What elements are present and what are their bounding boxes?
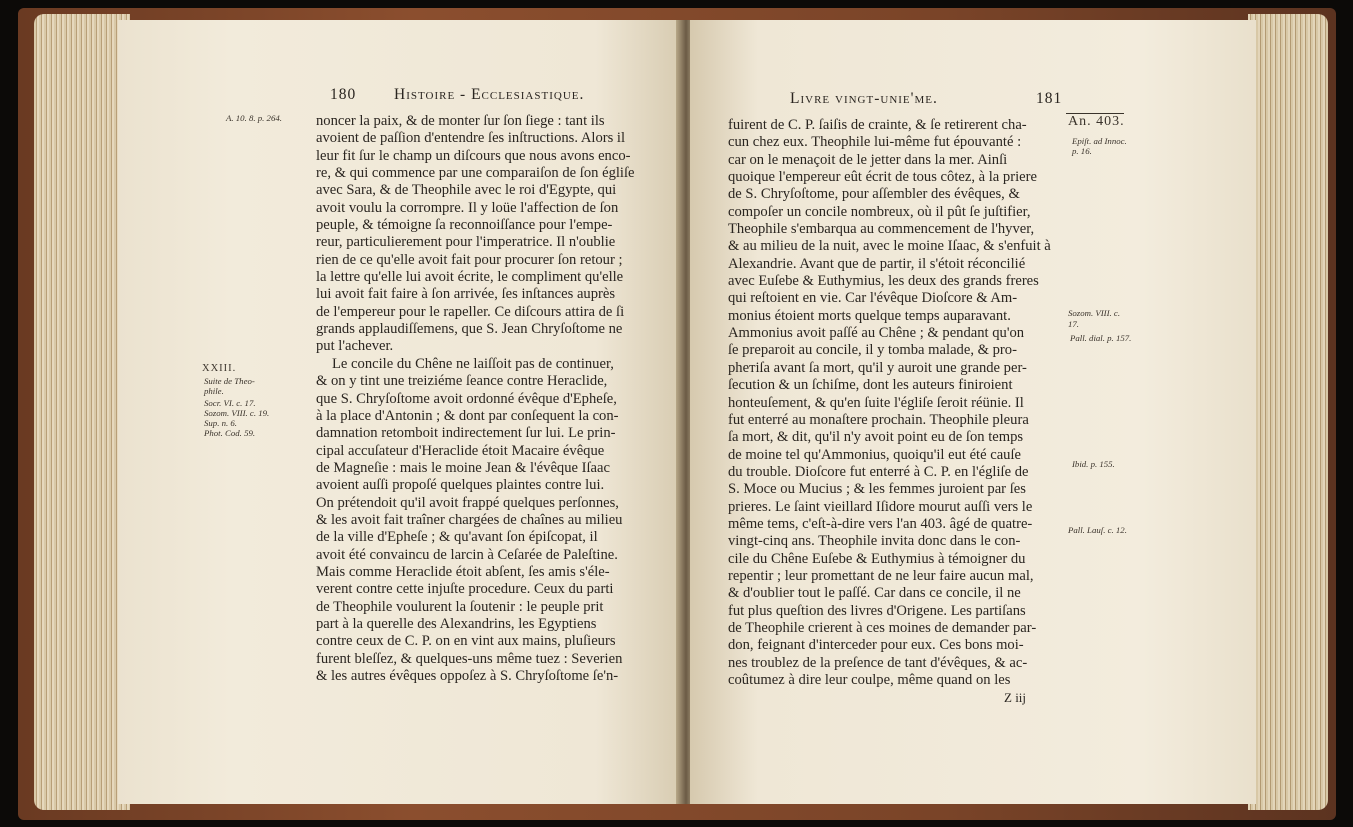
text-line: Le concile du Chêne ne laiſſoit pas de continuer,: [332, 355, 614, 372]
text-line: fut enterré au monaſtere prochain. Theophile pleura: [728, 411, 1029, 428]
text-line: & les autres évêques oppoſez à S. Chryſoſtome ſe'n-: [316, 668, 619, 684]
margin-note-year: An. 403.: [1068, 114, 1125, 129]
margin-note: 17.: [1068, 319, 1079, 329]
text-line: don, feignant d'interceder pour eux. Ces bons moi-: [728, 637, 1024, 654]
margin-note-section-number: XXIII.: [202, 363, 237, 374]
text-line: avoient de paſſion d'entendre ſes inſtructions. Alors il: [316, 130, 626, 147]
text-line: part à la querelle des Alexandrins, les Egyptiens: [316, 615, 597, 632]
text-line: de Theophile crierent à ces moines de demander par-: [728, 619, 1037, 636]
text-line: Alexandrie. Avant que de partir, il s'étoit réconcilié: [728, 255, 1026, 272]
right-page: [690, 20, 1256, 804]
margin-note: Phot. Cod. 59.: [204, 428, 256, 438]
margin-note: phile.: [204, 386, 224, 396]
left-page: [118, 20, 680, 804]
text-line: Theophile s'embarqua au commencement de l'hyver,: [728, 221, 1035, 238]
margin-note: Sozom. VIII. c.: [1068, 308, 1121, 318]
text-line: & on y tint une treiziéme ſeance contre Heraclide,: [316, 373, 608, 390]
margin-note: Sozom. VIII. c. 19.: [204, 408, 270, 418]
text-line: coûtumez à dire leur coulpe, même quand on les: [728, 672, 1011, 688]
text-line: avoit été convaincu de larcin à Ceſarée de Paleſtine.: [316, 546, 618, 563]
text-line: quoique l'empereur eût écrit de tous côtez, à la priere: [728, 169, 1037, 186]
text-line: S. Moce ou Mucius ; & les femmes juroient par ſes: [728, 481, 1026, 498]
text-line: ſe preparoit au concile, il y tomba malade, & pro-: [728, 342, 1017, 359]
text-line: honteuſement, & qu'en ſuite l'égliſe ſeroit réünie. Il: [728, 394, 1024, 411]
text-line: fut plus queſtion des livres d'Origene. Les partiſans: [728, 602, 1026, 619]
text-line: ſecution & un ſchiſme, dont les auteurs finiroient: [728, 377, 1013, 394]
margin-note: Epiſt. ad Innoc.: [1072, 136, 1127, 146]
text-line: nes troublez de la preſence de tant d'évêques, & ac-: [728, 654, 1028, 671]
margin-note: p. 16.: [1072, 146, 1092, 156]
text-line: du trouble. Dioſcore fut enterré à C. P. en l'égliſe de: [728, 463, 1029, 480]
margin-note: A. 10. 8. p. 264.: [226, 113, 282, 123]
text-line: vingt-cinq ans. Theophile invita donc dans le con-: [728, 533, 1021, 550]
text-line: de Theophile voulurent la ſoutenir : le peuple prit: [316, 598, 604, 615]
text-line: & les avoit fait traîner chargées de chaînes au milieu: [316, 511, 623, 528]
text-line: contre ceux de C. P. on en vint aux mains, pluſieurs: [316, 633, 616, 650]
left-page-edges: [34, 14, 130, 810]
text-line: de l'empereur pour le rapeller. Ce diſcours attira de ſi: [316, 303, 625, 320]
text-line: On prétendoit qu'il avoit frappé quelques perſonnes,: [316, 494, 619, 511]
text-line: noncer la paix, & de monter ſur ſon ſiege : tant ils: [316, 113, 605, 129]
text-line: de moine tel qu'Ammonius, quoiqu'il eut été cauſe: [728, 446, 1022, 463]
text-line: damnation retomboit indirectement ſur lui. Le prin-: [316, 425, 616, 442]
text-line: cile du Chêne Euſebe & Euthymius à témoigner du: [728, 550, 1026, 567]
margin-note: Sup. n. 6.: [204, 418, 237, 428]
right-running-head: Livre vingt-unie'me.: [790, 90, 938, 107]
text-line: à la place d'Antonin ; & dont par conſequent la con-: [316, 407, 619, 424]
margin-note: Pall. Lauſ. c. 12.: [1068, 525, 1127, 535]
text-line: de S. Chryſoſtome, pour aſſembler des évêques, &: [728, 186, 1020, 203]
margin-note: Pall. dial. p. 157.: [1070, 333, 1132, 343]
text-line: cun chez eux. Theophile lui-même fut épouvanté :: [728, 134, 1022, 151]
right-page-number: 181: [1036, 90, 1063, 107]
text-line: reur, particulierement pour l'imperatrice. Il n'oublie: [316, 234, 616, 251]
text-line: de Magneſie : mais le moine Jean & l'évêque Iſaac: [316, 459, 610, 476]
text-line: rien de ce qu'elle avoit fait pour procurer ſon retour ;: [316, 251, 623, 268]
margin-note: Socr. VI. c. 17.: [204, 398, 256, 408]
left-running-head: Histoire - Ecclesiastique.: [394, 86, 585, 103]
margin-note: Ibid. p. 155.: [1072, 459, 1115, 469]
text-line: avec Euſebe & Euthymius, les deux des grands freres: [728, 273, 1039, 290]
text-line: ſa mort, & dit, qu'il n'y avoit point eu de ſon temps: [728, 429, 1024, 446]
text-line: compoſer un concile nombreux, où il pût ſe juſtifier,: [728, 203, 1031, 220]
text-line: que S. Chryſoſtome avoit ordonné évêque d'Epheſe,: [316, 390, 617, 407]
text-line: Mais comme Heraclide étoit abſent, ſes amis s'éle-: [316, 563, 610, 580]
signature-mark: Z iij: [1004, 690, 1027, 706]
text-line: lui avoit fait faire à ſon arrivée, ſes inſtances auprès: [316, 286, 616, 303]
text-line: la lettre qu'elle lui avoit écrite, le compliment qu'elle: [316, 269, 624, 286]
text-line: qui reſtoient en vie. Car l'évêque Dioſcore & Am-: [728, 290, 1018, 307]
text-line: avec Sara, & de Theophile avec le roi d'Egypte, qui: [316, 182, 617, 199]
right-body-text: [728, 117, 1064, 707]
text-line: car on le menaçoit de le jetter dans la mer. Ainſi: [728, 151, 1008, 168]
text-line: pheтiſa avant ſa mort, qu'il y auroit une grande per-: [728, 359, 1027, 376]
text-line: Ammonius avoit paſſé au Chêne ; & pendant qu'on: [728, 325, 1025, 342]
text-line: même tems, c'eſt-à-dire vers l'an 403. âgé de quatre-: [728, 515, 1033, 532]
text-line: verent contre cette injuſte procedure. Ceux du parti: [316, 581, 614, 598]
text-line: & d'oublier tout le paſſé. Car dans ce concile, il ne: [728, 585, 1021, 602]
text-line: fuirent de C. P. ſaiſis de crainte, & ſe retirerent cha-: [728, 117, 1027, 133]
left-page-number: 180: [330, 86, 357, 103]
margin-note: Suite de Theo-: [204, 376, 255, 386]
text-line: cipal accuſateur d'Heraclide étoit Macaire évêque: [316, 442, 605, 459]
text-line: re, & qui commence par une comparaiſon de ſon égliſe: [316, 165, 635, 182]
text-line: leur fit ſur le champ un diſcours que nous avons enco-: [316, 147, 631, 164]
text-line: peuple, & témoigne ſa reconnoiſſance pour l'empe-: [316, 217, 613, 234]
text-line: monius étoient morts quelque temps auparavant.: [728, 307, 1011, 324]
text-line: avoit voulu la corrompre. Il y loüe l'affection de ſon: [316, 199, 619, 216]
left-body-text: [316, 113, 658, 685]
right-page-edges: [1248, 14, 1328, 810]
text-line: put l'achever.: [316, 338, 394, 355]
text-line: avoient auſſi propoſé quelques plaintes contre lui.: [316, 477, 605, 494]
text-line: grands applaudiſſemens, que S. Jean Chryſoſtome ne: [316, 321, 623, 338]
text-line: prieres. Le ſaint vieillard Iſidore mourut auſſi vers le: [728, 498, 1033, 515]
text-line: repentir ; leur promettant de ne leur faire aucun mal,: [728, 567, 1034, 584]
text-line: de la ville d'Epheſe ; & qu'avant ſon épiſcopat, il: [316, 529, 598, 546]
text-line: furent bleſſez, & quelques-uns même tuez : Severien: [316, 650, 623, 667]
text-line: & au milieu de la nuit, avec le moine Iſaac, & s'enfuit à: [728, 238, 1051, 255]
